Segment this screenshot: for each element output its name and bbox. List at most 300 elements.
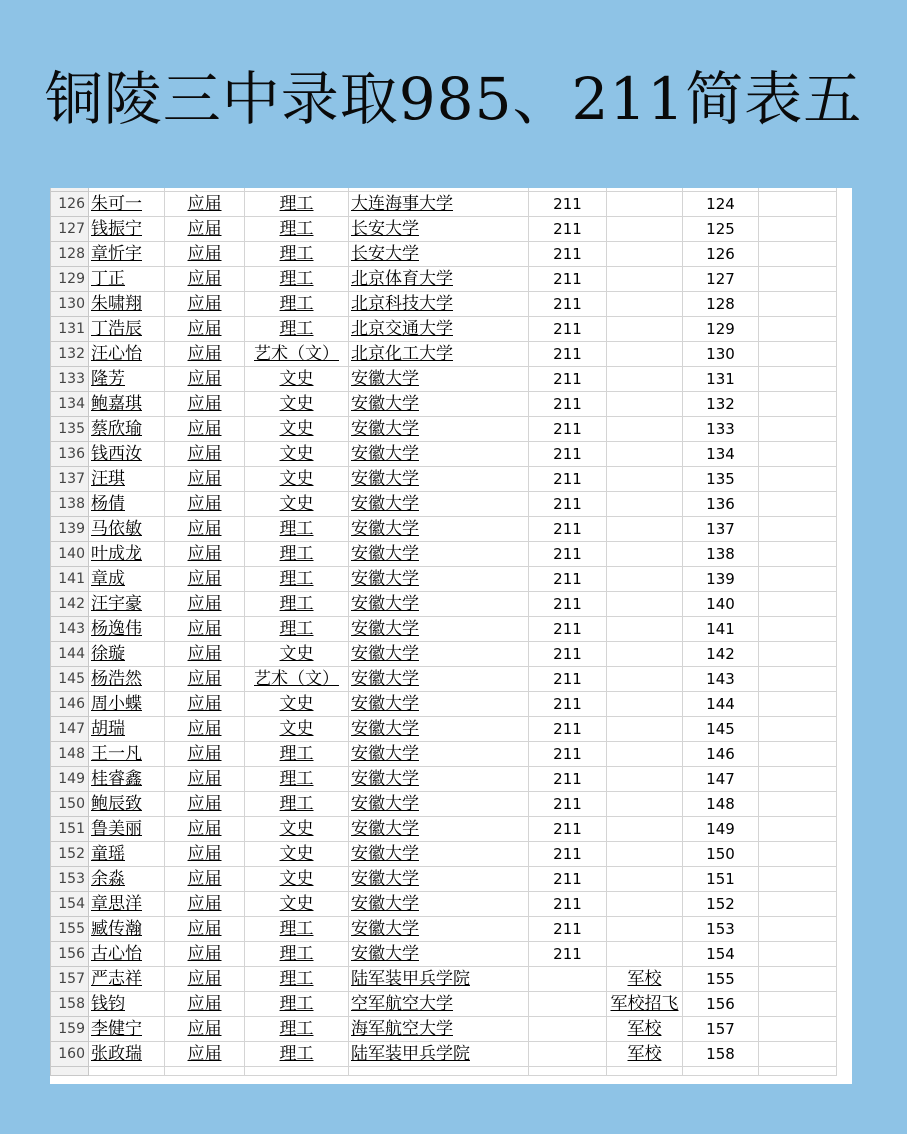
- note-cell: [607, 267, 683, 292]
- row-number: 137: [51, 467, 89, 492]
- empty-cell: [165, 1067, 245, 1076]
- school-cell: 北京化工大学: [349, 342, 529, 367]
- status-cell: 应届: [165, 492, 245, 517]
- rank-cell: 157: [683, 1017, 759, 1042]
- empty-cell: [759, 967, 837, 992]
- row-number: 147: [51, 717, 89, 742]
- row-number: 138: [51, 492, 89, 517]
- note-cell: [607, 292, 683, 317]
- track-cell: 理工: [245, 742, 349, 767]
- level-cell: 211: [529, 642, 607, 667]
- name-cell: 张政瑞: [89, 1042, 165, 1067]
- level-cell: [529, 967, 607, 992]
- name-cell: 汪心怡: [89, 342, 165, 367]
- status-cell: 应届: [165, 842, 245, 867]
- row-number: 153: [51, 867, 89, 892]
- track-cell: 理工: [245, 917, 349, 942]
- empty-cell: [759, 942, 837, 967]
- status-cell: 应届: [165, 1042, 245, 1067]
- rank-cell: 131: [683, 367, 759, 392]
- name-cell: 章成: [89, 567, 165, 592]
- rank-cell: 143: [683, 667, 759, 692]
- empty-cell: [759, 342, 837, 367]
- rank-cell: 151: [683, 867, 759, 892]
- status-cell: 应届: [165, 792, 245, 817]
- table-row: [51, 292, 837, 317]
- note-cell: [607, 842, 683, 867]
- note-cell: [607, 342, 683, 367]
- row-number: 134: [51, 392, 89, 417]
- school-cell: 北京交通大学: [349, 317, 529, 342]
- track-cell: 文史: [245, 367, 349, 392]
- school-cell: 安徽大学: [349, 442, 529, 467]
- name-cell: 臧传瀚: [89, 917, 165, 942]
- name-cell: 丁浩辰: [89, 317, 165, 342]
- empty-cell: [759, 517, 837, 542]
- name-cell: 严志祥: [89, 967, 165, 992]
- rank-cell: 150: [683, 842, 759, 867]
- status-cell: 应届: [165, 192, 245, 217]
- rank-cell: 144: [683, 692, 759, 717]
- row-number: 144: [51, 642, 89, 667]
- empty-cell: [759, 742, 837, 767]
- rank-cell: 127: [683, 267, 759, 292]
- status-cell: 应届: [165, 992, 245, 1017]
- table-row-cut: [51, 1067, 837, 1076]
- row-number: 159: [51, 1017, 89, 1042]
- row-number: 136: [51, 442, 89, 467]
- note-cell: [607, 417, 683, 442]
- note-cell: [607, 517, 683, 542]
- table-row: [51, 692, 837, 717]
- level-cell: 211: [529, 717, 607, 742]
- level-cell: 211: [529, 692, 607, 717]
- admission-table: [50, 188, 837, 1076]
- empty-cell: [759, 442, 837, 467]
- school-cell: 陆军装甲兵学院: [349, 1042, 529, 1067]
- status-cell: 应届: [165, 292, 245, 317]
- status-cell: 应届: [165, 742, 245, 767]
- note-cell: [607, 717, 683, 742]
- empty-cell: [759, 242, 837, 267]
- row-number: 143: [51, 617, 89, 642]
- level-cell: 211: [529, 442, 607, 467]
- status-cell: 应届: [165, 642, 245, 667]
- rank-cell: 138: [683, 542, 759, 567]
- school-cell: 安徽大学: [349, 692, 529, 717]
- note-cell: [607, 242, 683, 267]
- school-cell: 安徽大学: [349, 517, 529, 542]
- level-cell: 211: [529, 667, 607, 692]
- row-number: 142: [51, 592, 89, 617]
- status-cell: 应届: [165, 242, 245, 267]
- level-cell: 211: [529, 267, 607, 292]
- empty-cell: [759, 692, 837, 717]
- empty-cell: [89, 1067, 165, 1076]
- rank-cell: 146: [683, 742, 759, 767]
- level-cell: 211: [529, 367, 607, 392]
- rank-cell: 152: [683, 892, 759, 917]
- track-cell: 理工: [245, 242, 349, 267]
- level-cell: 211: [529, 817, 607, 842]
- school-cell: 安徽大学: [349, 492, 529, 517]
- level-cell: 211: [529, 792, 607, 817]
- table-row: [51, 617, 837, 642]
- empty-cell: [759, 992, 837, 1017]
- school-cell: 安徽大学: [349, 667, 529, 692]
- row-number: 141: [51, 567, 89, 592]
- note-cell: [607, 217, 683, 242]
- note-cell: [607, 592, 683, 617]
- school-cell: 安徽大学: [349, 617, 529, 642]
- school-cell: 安徽大学: [349, 467, 529, 492]
- note-cell: [607, 817, 683, 842]
- level-cell: [529, 1042, 607, 1067]
- track-cell: 理工: [245, 292, 349, 317]
- school-cell: 安徽大学: [349, 592, 529, 617]
- name-cell: 钱振宁: [89, 217, 165, 242]
- table-row: [51, 392, 837, 417]
- row-number: 150: [51, 792, 89, 817]
- table-row: [51, 217, 837, 242]
- rank-cell: 155: [683, 967, 759, 992]
- rank-cell: 128: [683, 292, 759, 317]
- name-cell: 杨浩然: [89, 667, 165, 692]
- school-cell: 长安大学: [349, 242, 529, 267]
- name-cell: 王一凡: [89, 742, 165, 767]
- rank-cell: 153: [683, 917, 759, 942]
- empty-cell: [759, 542, 837, 567]
- track-cell: 理工: [245, 942, 349, 967]
- table-row: [51, 192, 837, 217]
- track-cell: 文史: [245, 492, 349, 517]
- name-cell: 隆芳: [89, 367, 165, 392]
- rank-cell: 137: [683, 517, 759, 542]
- track-cell: 文史: [245, 867, 349, 892]
- status-cell: 应届: [165, 767, 245, 792]
- name-cell: 徐璇: [89, 642, 165, 667]
- row-number: 146: [51, 692, 89, 717]
- note-cell: [607, 692, 683, 717]
- empty-cell: [759, 567, 837, 592]
- empty-cell: [759, 817, 837, 842]
- row-number: 133: [51, 367, 89, 392]
- level-cell: 211: [529, 217, 607, 242]
- name-cell: 章忻宇: [89, 242, 165, 267]
- name-cell: 马依敏: [89, 517, 165, 542]
- level-cell: 211: [529, 742, 607, 767]
- track-cell: 理工: [245, 617, 349, 642]
- table-row: [51, 417, 837, 442]
- note-cell: [607, 867, 683, 892]
- rank-cell: 134: [683, 442, 759, 467]
- row-number: 155: [51, 917, 89, 942]
- level-cell: 211: [529, 342, 607, 367]
- school-cell: 安徽大学: [349, 542, 529, 567]
- empty-cell: [759, 192, 837, 217]
- level-cell: 211: [529, 467, 607, 492]
- row-number: 145: [51, 667, 89, 692]
- rank-cell: 158: [683, 1042, 759, 1067]
- table-row: [51, 992, 837, 1017]
- name-cell: 钱西汝: [89, 442, 165, 467]
- track-cell: 理工: [245, 767, 349, 792]
- level-cell: 211: [529, 617, 607, 642]
- track-cell: 理工: [245, 1042, 349, 1067]
- row-number: 131: [51, 317, 89, 342]
- level-cell: 211: [529, 192, 607, 217]
- name-cell: 桂睿鑫: [89, 767, 165, 792]
- table-body: [51, 188, 837, 1076]
- rank-cell: 156: [683, 992, 759, 1017]
- school-cell: 安徽大学: [349, 717, 529, 742]
- row-number: 156: [51, 942, 89, 967]
- level-cell: 211: [529, 592, 607, 617]
- rank-cell: 133: [683, 417, 759, 442]
- empty-cell: [759, 642, 837, 667]
- row-number: 139: [51, 517, 89, 542]
- empty-cell: [529, 1067, 607, 1076]
- status-cell: 应届: [165, 1017, 245, 1042]
- status-cell: 应届: [165, 217, 245, 242]
- status-cell: 应届: [165, 317, 245, 342]
- rank-cell: 148: [683, 792, 759, 817]
- status-cell: 应届: [165, 417, 245, 442]
- status-cell: 应届: [165, 892, 245, 917]
- table-row: [51, 717, 837, 742]
- school-cell: 安徽大学: [349, 417, 529, 442]
- rank-cell: 145: [683, 717, 759, 742]
- table-row: [51, 642, 837, 667]
- spreadsheet: [50, 188, 852, 1084]
- school-cell: 安徽大学: [349, 842, 529, 867]
- name-cell: 杨倩: [89, 492, 165, 517]
- table-row: [51, 942, 837, 967]
- rank-cell: 136: [683, 492, 759, 517]
- school-cell: 安徽大学: [349, 742, 529, 767]
- track-cell: 理工: [245, 517, 349, 542]
- track-cell: 艺术（文）: [245, 667, 349, 692]
- note-cell: [607, 317, 683, 342]
- school-cell: 长安大学: [349, 217, 529, 242]
- rank-cell: 135: [683, 467, 759, 492]
- note-cell: [607, 767, 683, 792]
- row-number: 135: [51, 417, 89, 442]
- track-cell: 文史: [245, 642, 349, 667]
- rank-cell: 149: [683, 817, 759, 842]
- rank-cell: 129: [683, 317, 759, 342]
- track-cell: 理工: [245, 567, 349, 592]
- empty-cell: [759, 417, 837, 442]
- note-cell: [607, 942, 683, 967]
- empty-cell: [759, 367, 837, 392]
- note-cell: [607, 542, 683, 567]
- row-number: 160: [51, 1042, 89, 1067]
- empty-cell: [759, 592, 837, 617]
- name-cell: 鲍辰致: [89, 792, 165, 817]
- status-cell: 应届: [165, 342, 245, 367]
- page-title: 铜陵三中录取985、211简表五: [44, 65, 863, 133]
- table-row: [51, 767, 837, 792]
- row-number: 132: [51, 342, 89, 367]
- row-number: 128: [51, 242, 89, 267]
- level-cell: 211: [529, 917, 607, 942]
- empty-cell: [759, 617, 837, 642]
- name-cell: 周小蝶: [89, 692, 165, 717]
- track-cell: 理工: [245, 992, 349, 1017]
- row-number: 158: [51, 992, 89, 1017]
- table-row: [51, 667, 837, 692]
- school-cell: 北京科技大学: [349, 292, 529, 317]
- name-cell: 汪琪: [89, 467, 165, 492]
- name-cell: 童瑶: [89, 842, 165, 867]
- status-cell: 应届: [165, 717, 245, 742]
- table-row: [51, 492, 837, 517]
- note-cell: [607, 442, 683, 467]
- empty-cell: [759, 667, 837, 692]
- track-cell: 文史: [245, 442, 349, 467]
- name-cell: 鲁美丽: [89, 817, 165, 842]
- table-row: [51, 1042, 837, 1067]
- track-cell: 文史: [245, 842, 349, 867]
- track-cell: 理工: [245, 542, 349, 567]
- school-cell: 空军航空大学: [349, 992, 529, 1017]
- empty-cell: [759, 717, 837, 742]
- track-cell: 文史: [245, 392, 349, 417]
- table-row: [51, 742, 837, 767]
- track-cell: 艺术（文）: [245, 342, 349, 367]
- level-cell: 211: [529, 842, 607, 867]
- rank-cell: 142: [683, 642, 759, 667]
- status-cell: 应届: [165, 817, 245, 842]
- status-cell: 应届: [165, 442, 245, 467]
- rank-cell: 124: [683, 192, 759, 217]
- empty-cell: [759, 917, 837, 942]
- empty-cell: [759, 292, 837, 317]
- table-row: [51, 867, 837, 892]
- school-cell: 安徽大学: [349, 867, 529, 892]
- empty-cell: [759, 842, 837, 867]
- rank-cell: 126: [683, 242, 759, 267]
- school-cell: 陆军装甲兵学院: [349, 967, 529, 992]
- level-cell: 211: [529, 767, 607, 792]
- level-cell: 211: [529, 892, 607, 917]
- table-row: [51, 967, 837, 992]
- school-cell: 安徽大学: [349, 892, 529, 917]
- track-cell: 文史: [245, 892, 349, 917]
- empty-cell: [683, 1067, 759, 1076]
- level-cell: 211: [529, 417, 607, 442]
- note-cell: [607, 617, 683, 642]
- row-number: 126: [51, 192, 89, 217]
- school-cell: 大连海事大学: [349, 192, 529, 217]
- name-cell: 鲍嘉琪: [89, 392, 165, 417]
- status-cell: 应届: [165, 867, 245, 892]
- name-cell: 汪宇豪: [89, 592, 165, 617]
- name-cell: 胡瑞: [89, 717, 165, 742]
- level-cell: 211: [529, 567, 607, 592]
- table-row: [51, 467, 837, 492]
- name-cell: 余淼: [89, 867, 165, 892]
- level-cell: 211: [529, 392, 607, 417]
- status-cell: 应届: [165, 392, 245, 417]
- rank-cell: 147: [683, 767, 759, 792]
- track-cell: 理工: [245, 317, 349, 342]
- track-cell: 理工: [245, 967, 349, 992]
- table-row: [51, 367, 837, 392]
- name-cell: 章思洋: [89, 892, 165, 917]
- status-cell: 应届: [165, 942, 245, 967]
- name-cell: 叶成龙: [89, 542, 165, 567]
- note-cell: [607, 467, 683, 492]
- status-cell: 应届: [165, 667, 245, 692]
- level-cell: 211: [529, 517, 607, 542]
- empty-cell: [759, 892, 837, 917]
- empty-cell: [759, 492, 837, 517]
- level-cell: 211: [529, 542, 607, 567]
- row-number: 130: [51, 292, 89, 317]
- name-cell: 李健宁: [89, 1017, 165, 1042]
- school-cell: 北京体育大学: [349, 267, 529, 292]
- empty-cell: [759, 392, 837, 417]
- school-cell: 安徽大学: [349, 642, 529, 667]
- status-cell: 应届: [165, 267, 245, 292]
- table-row: [51, 267, 837, 292]
- table-row: [51, 917, 837, 942]
- table-row: [51, 792, 837, 817]
- note-cell: [607, 492, 683, 517]
- rank-cell: 139: [683, 567, 759, 592]
- row-number: 129: [51, 267, 89, 292]
- table-row: [51, 242, 837, 267]
- status-cell: 应届: [165, 542, 245, 567]
- status-cell: 应届: [165, 367, 245, 392]
- empty-cell: [759, 1017, 837, 1042]
- row-number: 157: [51, 967, 89, 992]
- school-cell: 安徽大学: [349, 942, 529, 967]
- track-cell: 文史: [245, 717, 349, 742]
- note-cell: [607, 367, 683, 392]
- rank-cell: 141: [683, 617, 759, 642]
- school-cell: 海军航空大学: [349, 1017, 529, 1042]
- school-cell: 安徽大学: [349, 367, 529, 392]
- empty-cell: [759, 317, 837, 342]
- status-cell: 应届: [165, 467, 245, 492]
- table-row: [51, 317, 837, 342]
- empty-cell: [759, 867, 837, 892]
- table-row: [51, 517, 837, 542]
- note-cell: 军校: [607, 967, 683, 992]
- table-row: [51, 442, 837, 467]
- track-cell: 理工: [245, 592, 349, 617]
- level-cell: [529, 992, 607, 1017]
- track-cell: 文史: [245, 817, 349, 842]
- row-number: 148: [51, 742, 89, 767]
- row-number: 152: [51, 842, 89, 867]
- level-cell: 211: [529, 942, 607, 967]
- note-cell: [607, 642, 683, 667]
- track-cell: 文史: [245, 417, 349, 442]
- table-row: [51, 842, 837, 867]
- empty-cell: [759, 267, 837, 292]
- school-cell: 安徽大学: [349, 567, 529, 592]
- status-cell: 应届: [165, 617, 245, 642]
- track-cell: 文史: [245, 692, 349, 717]
- empty-cell: [607, 1067, 683, 1076]
- table-row: [51, 892, 837, 917]
- track-cell: 文史: [245, 467, 349, 492]
- note-cell: [607, 567, 683, 592]
